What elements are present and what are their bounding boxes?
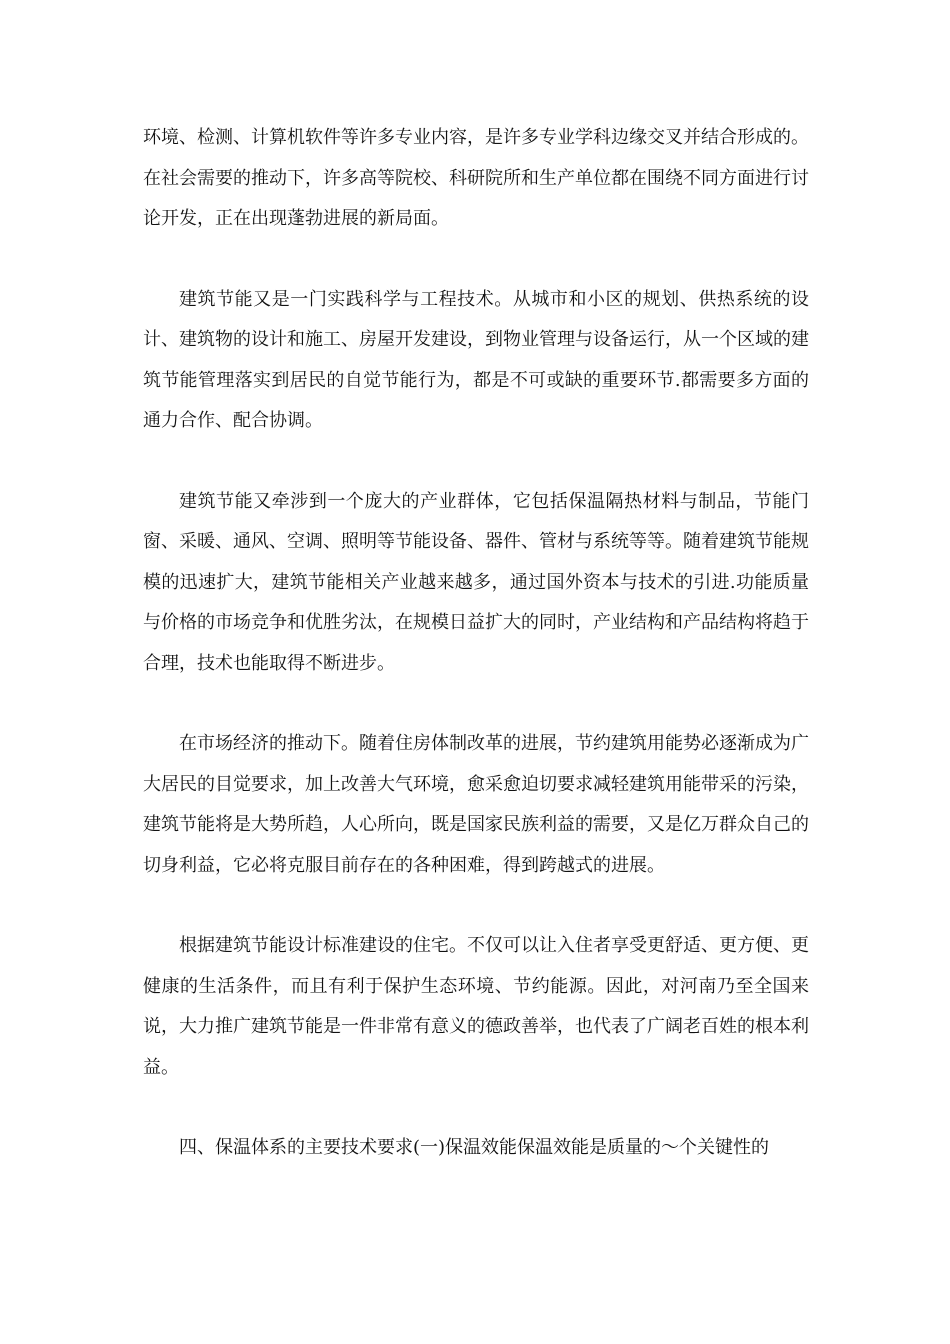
document-body [143,118,809,1209]
paragraph-continuation: 环境、检测、计算机软件等许多专业内容，是许多专业学科边缘交叉并结合形成的。在社会需要的推动下，许多高等院校、科研院所和生产单位都在围绕不同方面进行讨论开发，正在出现蓬勃进展的新局面。 [143,127,809,229]
paragraph-market-economy: 在市场经济的推动下。随着住房体制改革的进展，节约建筑用能势必逐渐成为广大居民的目觉要求，加上改善大气环境，愈采愈迫切要求减轻建筑用能带采的污染，建筑节能将是大势所趋，人心所向，既是国家民族利益的需要，又是亿万群众自己的切身利益，它必将克服目前存在的各种困难，得到跨越式的进展。 [143,733,809,876]
paragraph-design-standard: 根据建筑节能设计标准建设的住宅。不仅可以让入住者享受更舒适、更方便、更健康的生活条件，而且有利于保护生态环境、节约能源。因此，对河南乃至全国来说，大力推广建筑节能是一件非常有意义的德政善举，也代表了广阔老百姓的根本利益。 [143,935,809,1078]
paragraph-industry-group: 建筑节能又牵涉到一个庞大的产业群体，它包括保温隔热材料与制品，节能门窗、采暖、通风、空调、照明等节能设备、器件、管材与系统等等。随着建筑节能规模的迅速扩大，建筑节能相关产业越来越多，通过国外资本与技术的引进.功能质量与价格的市场竞争和优胜劣汰，在规模日益扩大的同时，产业结构和产品结构将趋于合理，技术也能取得不断进步。 [143,490,809,674]
paragraph-practice-science: 建筑节能又是一门实践科学与工程技术。从城市和小区的规划、供热系统的设计、建筑物的设计和施工、房屋开发建设，到物业管理与设备运行，从一个区域的建筑节能管理落实到居民的自觉节能行为，都是不可或缺的重要环节.都需要多方面的通力合作、配合协调。 [143,288,809,431]
paragraph-section-four: 四、保温体系的主要技术要求(一)保温效能保温效能是质量的～个关键性的 [179,1137,770,1158]
